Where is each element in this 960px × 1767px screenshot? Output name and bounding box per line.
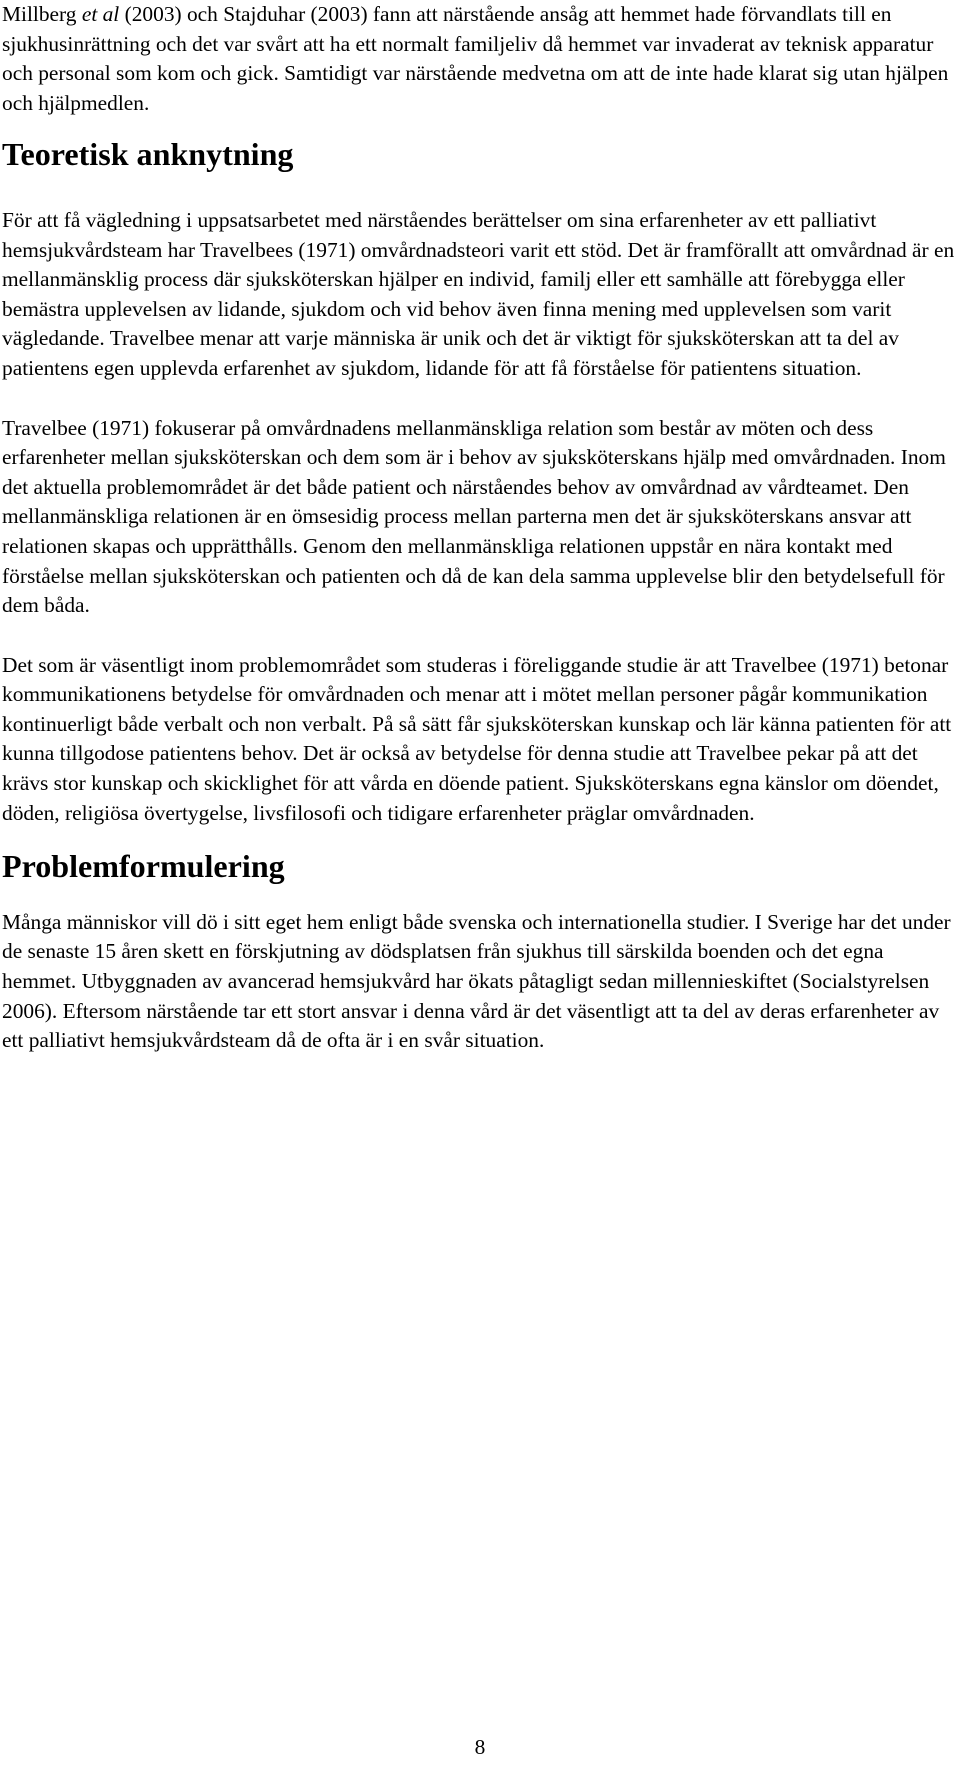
author-text: Millberg <box>2 2 82 26</box>
paragraph-kommunikation: Det som är väsentligt inom problemområdet som studeras i föreliggande studie är att Travelbee (1971) betonar kommunikationens betydelse för omvårdnaden och menar att i mötet mellan personer pågår kommunikation kontinuerligt både verbalt och non verbalt. På så sätt får sjuksköterskan kunskap och lär känna patienten för att kunna tillgodose patientens behov. Det är också av betydelse för denna studie att Travelbee pekar på att det krävs stor kunskap och skicklighet för att vårda en döende patient. Sjuksköterskans egna känslor om döendet, döden, religiösa övertygelse, livsfilosofi och tidigare erfarenheter präglar omvårdnaden. <box>2 652 952 825</box>
paragraph-problemformulering: Många människor vill dö i sitt eget hem enligt både svenska och internationella studier. I Sverige har det under de senaste 15 åren skett en förskjutning av dödsplatsen från sjukhus till särskilda boenden och det egna hemmet. Utbyggnaden av avancerad hemsjukvård har ökats påtagligt sedan millennieskiftet (Socialstyrelsen 2006). Eftersom närstående tar ett stort ansvar i denna vård är det väsentligt att ta del av deras erfarenheter av ett palliativt hemsjukvårdsteam då de ofta är i en svår situation. <box>2 909 951 1053</box>
paragraph-rest: (2003) och Stajduhar (2003) fann att närstående ansåg att hemmet hade förvandlats till en sjukhusinrättning och det var svårt att ha ett normalt familjeliv då hemmet var invaderat av teknisk apparatur och personal som kom och gick. Samtidigt var närstående medvetna om att de inte hade klarat sig utan hjälpen och hjälpmedlen. <box>2 2 949 115</box>
paragraph-vagledning: För att få vägledning i uppsatsarbetet med närståendes berättelser om sina erfarenheter av ett palliativt hemsjukvårdsteam har Travelbees (1971) omvårdnadsteori varit ett stöd. Det är framförallt att omvårdnad är en mellanmänsklig process där sjuksköterskan hjälper en individ, familj eller ett samhälle att förebygga eller bemästra upplevelsen av lidande, sjukdom och vid behov även finna mening med upplevelsen som varit vägledande. Travelbee menar att varje människa är unik och det är viktigt för sjuksköterskan att ta del av patientens egen upplevda erfarenhet av sjukdom, lidande för att få förståelse för patientens situation. <box>2 207 955 380</box>
heading-teoretisk-anknytning: Teoretisk anknytning <box>2 136 294 173</box>
page-number: 8 <box>474 1735 486 1759</box>
heading-problemformulering: Problemformulering <box>2 848 285 885</box>
paragraph-millberg <box>2 0 960 118</box>
paragraph-travelbee-relation: Travelbee (1971) fokuserar på omvårdnadens mellanmänskliga relation som består av möten och dess erfarenheter mellan sjuksköterskan och dem som är i behov av sjuksköterskans hjälp med omvårdnaden. Inom det aktuella problemområdet är det både patient och närståendes behov av omvårdnad av vårdteamet. Den mellanmänskliga relationen är en ömsesidig process mellan parterna men det är sjuksköterskans ansvar att relationen skapas och upprätthålls. Genom den mellanmänskliga relationen uppstår en nära kontakt med förståelse mellan sjuksköterskan och patienten och då de kan dela samma upplevelse blir den betydelsefull för dem båda. <box>2 415 946 618</box>
et-al-italic: et al <box>81 2 120 26</box>
